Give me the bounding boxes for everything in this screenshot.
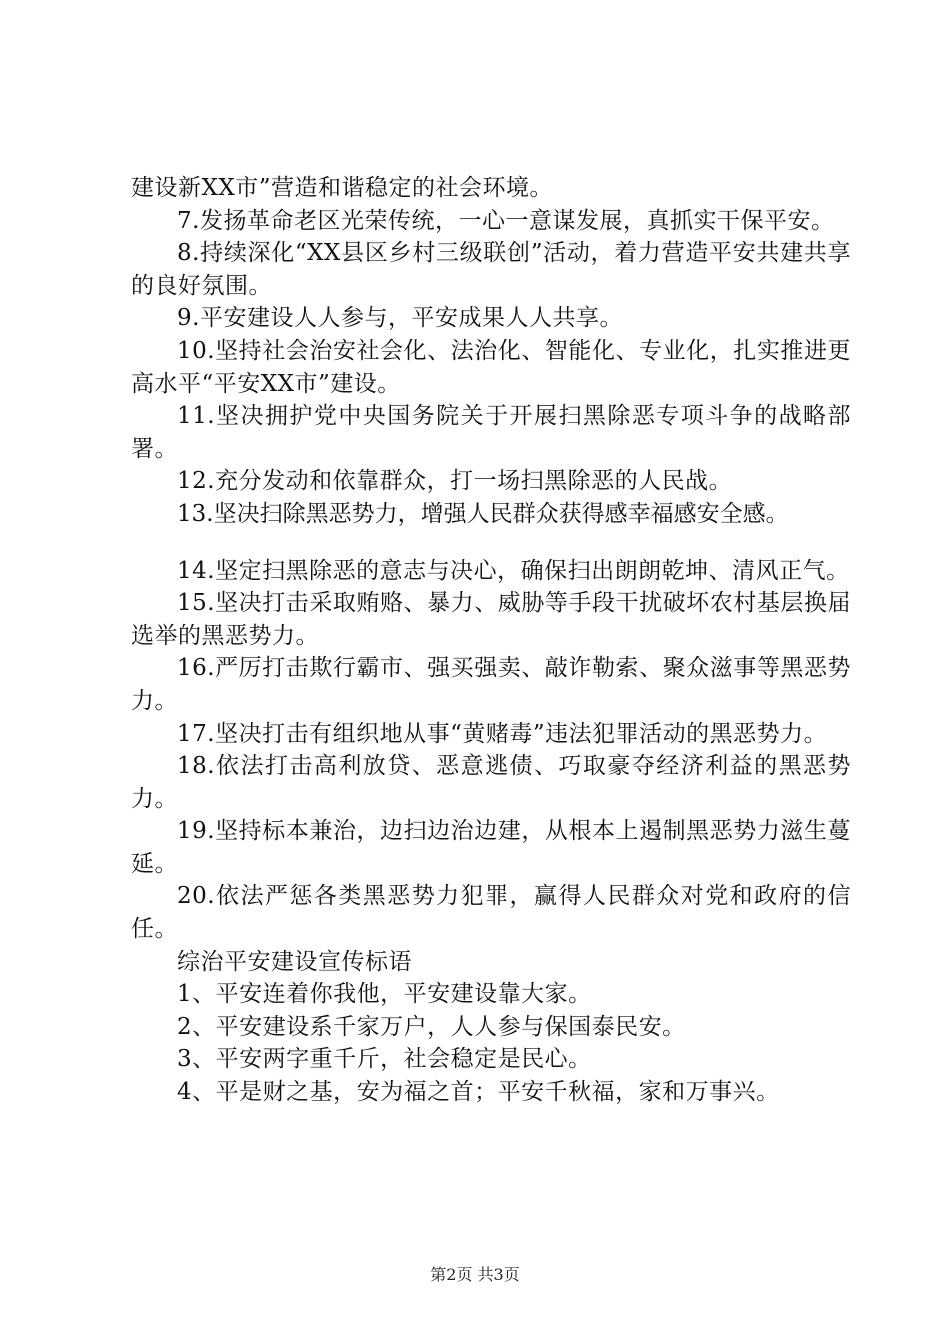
slogan-13: 13.坚决扫除黑恶势力，增强人民群众获得感幸福感安全感。: [177, 500, 789, 527]
document-body: [131, 172, 851, 1109]
slogan-15: 15.坚决打击采取贿赂、暴力、威胁等手段干扰破坏农村基层换届选举的黑恶势力。: [131, 590, 851, 649]
slogan-10: 10.坚持社会治安社会化、法治化、智能化、专业化，扎实推进更高水平“平安XX市”建设。: [131, 337, 851, 397]
slogan-list-4: 4、平是财之基，安为福之首；平安千秋福，家和万事兴。: [177, 1079, 780, 1106]
slogan-18: 18.依法打击高利放贷、恶意逃债、巧取豪夺经济利益的黑恶势力。: [131, 753, 851, 812]
slogan-14: 14.坚定扫黑除恶的意志与决心，确保扫出朗朗乾坤、清风正气。: [177, 557, 850, 584]
slogan-19: 19.坚持标本兼治，边扫边治边建，从根本上遏制黑恶势力滋生蔓延。: [131, 818, 851, 877]
slogan-12: 12.充分发动和依靠群众，打一场扫黑除恶的人民战。: [177, 468, 733, 495]
slogan-7: 7.发扬革命老区光荣传统，一心一意谋发展，真抓实干保平安。: [177, 207, 835, 234]
slogan-list-2: 2、平安建设系千家万户，人人参与保国泰民安。: [177, 1013, 686, 1040]
paragraph-continuation: 建设新XX市”营造和谐稳定的社会环境。: [131, 175, 554, 201]
slogan-list-3: 3、平安两字重千斤，社会稳定是民心。: [177, 1046, 592, 1073]
page-footer: 第2页 共3页: [430, 1265, 520, 1284]
section-heading: 综治平安建设宣传标语: [177, 948, 412, 975]
slogan-11: 11.坚决拥护党中央国务院关于开展扫黑除恶专项斗争的战略部署。: [131, 403, 851, 462]
slogan-20: 20.依法严惩各类黑恶势力犯罪，赢得人民群众对党和政府的信任。: [131, 883, 851, 943]
slogan-8: 8.持续深化“XX县区乡村三级联创”活动，着力营造平安共建共享的良好氛围。: [131, 240, 851, 299]
spacer: [131, 531, 851, 555]
slogan-9: 9.平安建设人人参与，平安成果人人共享。: [177, 305, 623, 332]
slogan-list-1: 1、平安连着你我他，平安建设靠大家。: [177, 981, 592, 1008]
slogan-16: 16.严厉打击欺行霸市、强买强卖、敲诈勒索、聚众滋事等黑恶势力。: [131, 655, 851, 714]
slogan-17: 17.坚决打击有组织地从事“黄赌毒”违法犯罪活动的黑恶势力。: [177, 720, 828, 747]
